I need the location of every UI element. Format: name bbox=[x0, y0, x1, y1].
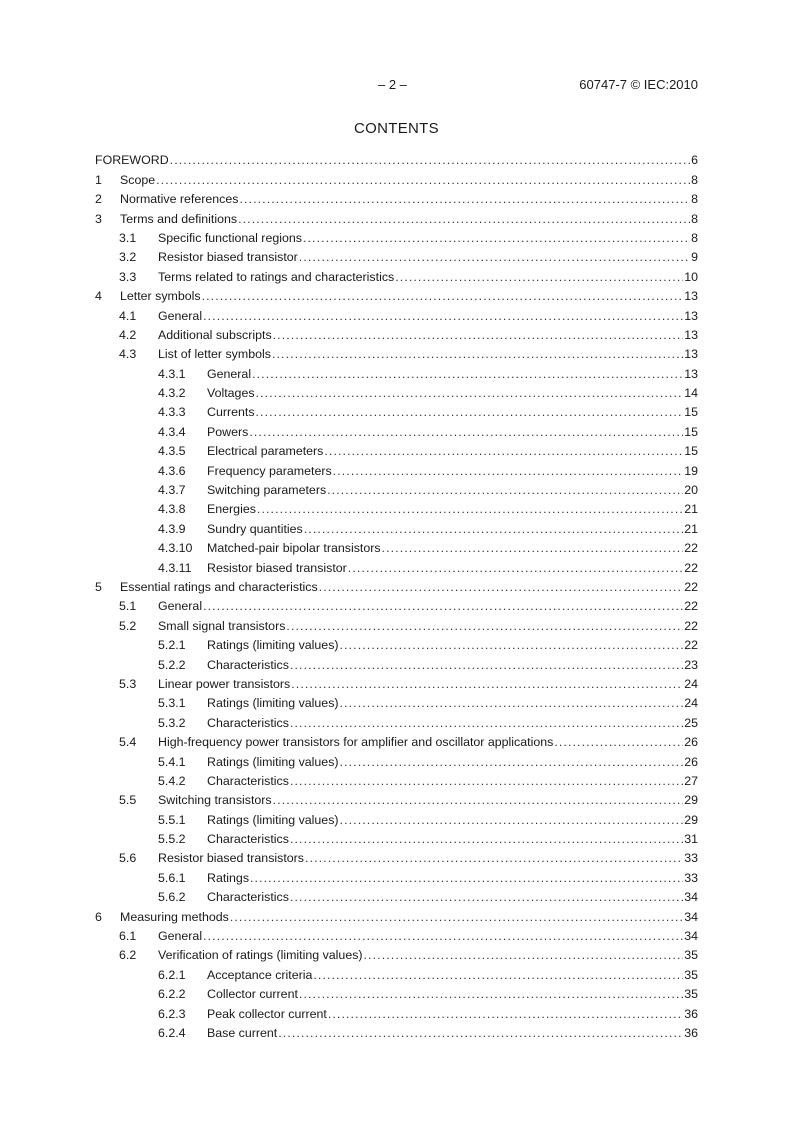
dot-leader bbox=[340, 754, 684, 770]
toc-entry[interactable] bbox=[95, 459, 698, 478]
contents-title: CONTENTS bbox=[354, 120, 439, 137]
toc-entry-page: 34 bbox=[684, 909, 698, 924]
dot-leader bbox=[554, 734, 683, 750]
toc-entry[interactable] bbox=[95, 246, 698, 265]
toc-entry-title: Collector current bbox=[207, 987, 298, 1002]
toc-entry-title: Verification of ratings (limiting values) bbox=[158, 948, 363, 963]
dot-leader bbox=[348, 560, 683, 576]
toc-entry[interactable] bbox=[95, 576, 698, 595]
toc-entry-page: 22 bbox=[684, 579, 698, 594]
toc-entry-number: 4.3.7 bbox=[158, 483, 186, 498]
dot-leader bbox=[256, 404, 684, 420]
toc-entry[interactable] bbox=[95, 479, 698, 498]
toc-entry-title: High-frequency power transistors for amplifier and oscillator applications bbox=[158, 735, 554, 750]
toc-entry-number: 5.6.1 bbox=[158, 870, 186, 885]
toc-entry-page: 9 bbox=[691, 250, 698, 265]
toc-entry-page: 15 bbox=[684, 405, 698, 420]
toc-entry-number: 4.3.2 bbox=[158, 386, 186, 401]
toc-entry-number: 6.1 bbox=[119, 929, 137, 944]
toc-entry-page: 22 bbox=[684, 560, 698, 575]
toc-entry-number: 4.3 bbox=[119, 347, 137, 362]
toc-entry-number: 4.3.6 bbox=[158, 463, 186, 478]
toc-entry-page: 31 bbox=[684, 832, 698, 847]
toc-entry-page: 24 bbox=[684, 696, 698, 711]
toc-entry-number: 5.3.1 bbox=[158, 696, 186, 711]
dot-leader bbox=[239, 191, 690, 207]
dot-leader bbox=[327, 482, 683, 498]
toc-entry[interactable] bbox=[95, 1002, 698, 1021]
toc-entry-page: 21 bbox=[684, 521, 698, 536]
toc-entry[interactable] bbox=[95, 595, 698, 614]
toc-entry-title: Characteristics bbox=[207, 715, 289, 730]
toc-entry-title: Powers bbox=[207, 424, 249, 439]
dot-leader bbox=[333, 463, 684, 479]
dot-leader bbox=[156, 172, 690, 188]
toc-entry-title: Peak collector current bbox=[207, 1006, 327, 1021]
toc-entry-title: General bbox=[207, 366, 252, 381]
toc-entry-title: Resistor biased transistor bbox=[158, 250, 298, 265]
toc-entry-title: Currents bbox=[207, 405, 255, 420]
dot-leader bbox=[273, 792, 684, 808]
toc-entry-page: 20 bbox=[684, 483, 698, 498]
toc-entry-number: 5 bbox=[95, 579, 102, 594]
toc-entry-title: Switching parameters bbox=[207, 483, 327, 498]
toc-entry[interactable] bbox=[95, 983, 698, 1002]
toc-entry-title: Ratings (limiting values) bbox=[207, 812, 339, 827]
toc-entry[interactable] bbox=[95, 324, 698, 343]
toc-entry[interactable] bbox=[95, 401, 698, 420]
toc-entry-page: 8 bbox=[691, 172, 698, 187]
dot-leader bbox=[340, 695, 684, 711]
toc-entry-number: 5.4.2 bbox=[158, 773, 186, 788]
toc-entry[interactable] bbox=[95, 285, 698, 304]
toc-entry[interactable] bbox=[95, 362, 698, 381]
toc-entry-page: 22 bbox=[684, 618, 698, 633]
toc-entry[interactable] bbox=[95, 828, 698, 847]
dot-leader bbox=[304, 521, 683, 537]
toc-entry-title: Base current bbox=[207, 1025, 278, 1040]
dot-leader bbox=[202, 288, 684, 304]
toc-entry-page: 34 bbox=[684, 890, 698, 905]
toc-entry-number: 6.2.2 bbox=[158, 987, 186, 1002]
toc-entry[interactable] bbox=[95, 188, 698, 207]
toc-entry-title: General bbox=[158, 599, 203, 614]
toc-entry[interactable] bbox=[95, 963, 698, 982]
toc-entry[interactable] bbox=[95, 1022, 698, 1041]
toc-entry-title: Ratings bbox=[207, 870, 250, 885]
toc-entry-title: List of letter symbols bbox=[158, 347, 271, 362]
toc-entry[interactable] bbox=[95, 905, 698, 924]
dot-leader bbox=[319, 579, 684, 595]
toc-entry-number: 6.2 bbox=[119, 948, 137, 963]
toc-entry-title: Ratings (limiting values) bbox=[207, 696, 339, 711]
toc-entry-title: Small signal transistors bbox=[158, 618, 286, 633]
dot-leader bbox=[230, 909, 683, 925]
toc-entry-number: 4.3.1 bbox=[158, 366, 186, 381]
dot-leader bbox=[278, 1025, 683, 1041]
dot-leader bbox=[273, 327, 684, 343]
dot-leader bbox=[395, 269, 683, 285]
toc-entry-page: 13 bbox=[684, 347, 698, 362]
toc-entry[interactable] bbox=[95, 770, 698, 789]
toc-entry-number: 5.1 bbox=[119, 599, 137, 614]
toc-entry[interactable] bbox=[95, 847, 698, 866]
toc-entry-page: 10 bbox=[684, 269, 698, 284]
table-of-contents bbox=[95, 149, 698, 1041]
dot-leader bbox=[340, 812, 684, 828]
dot-leader bbox=[170, 152, 690, 168]
toc-entry-page: 36 bbox=[684, 1025, 698, 1040]
toc-entry[interactable] bbox=[95, 925, 698, 944]
toc-entry-page: 8 bbox=[691, 211, 698, 226]
dot-leader bbox=[340, 637, 684, 653]
dot-leader bbox=[290, 773, 683, 789]
toc-entry-title: Linear power transistors bbox=[158, 676, 291, 691]
toc-entry-number: 4.3.11 bbox=[158, 560, 192, 575]
toc-entry[interactable] bbox=[95, 168, 698, 187]
toc-entry-title: Characteristics bbox=[207, 657, 289, 672]
toc-entry-title: Resistor biased transistor bbox=[207, 560, 347, 575]
toc-entry-number: 5.6 bbox=[119, 851, 137, 866]
dot-leader bbox=[324, 443, 683, 459]
toc-entry-number: 4 bbox=[95, 289, 102, 304]
toc-entry-page: 13 bbox=[684, 308, 698, 323]
toc-entry-title: Resistor biased transistors bbox=[158, 851, 304, 866]
toc-entry-number: 2 bbox=[95, 192, 102, 207]
toc-entry-number: 3.3 bbox=[119, 269, 137, 284]
toc-entry-page: 33 bbox=[684, 870, 698, 885]
toc-entry-page: 15 bbox=[684, 444, 698, 459]
toc-entry-page: 8 bbox=[691, 230, 698, 245]
toc-entry-title: Characteristics bbox=[207, 832, 289, 847]
dot-leader bbox=[305, 850, 683, 866]
toc-entry-page: 34 bbox=[684, 929, 698, 944]
toc-entry-number: 3.2 bbox=[119, 250, 137, 265]
toc-entry-page: 24 bbox=[684, 676, 698, 691]
toc-entry-number: 5.3.2 bbox=[158, 715, 186, 730]
toc-entry-page: 26 bbox=[684, 754, 698, 769]
toc-entry-title: Letter symbols bbox=[120, 289, 201, 304]
toc-entry-number: 4.1 bbox=[119, 308, 137, 323]
standard-reference: 60747-7 © IEC:2010 bbox=[579, 77, 698, 92]
toc-entry-number: 4.3.3 bbox=[158, 405, 186, 420]
toc-entry-page: 15 bbox=[684, 424, 698, 439]
toc-entry-title: Essential ratings and characteristics bbox=[120, 579, 318, 594]
dot-leader bbox=[249, 424, 683, 440]
toc-entry-page: 35 bbox=[684, 987, 698, 1002]
toc-entry-title: Measuring methods bbox=[120, 909, 229, 924]
dot-leader bbox=[290, 715, 683, 731]
toc-entry-page: 13 bbox=[684, 327, 698, 342]
toc-entry[interactable] bbox=[95, 207, 698, 226]
dot-leader bbox=[203, 598, 683, 614]
toc-entry-number: 3.1 bbox=[119, 230, 137, 245]
toc-entry[interactable] bbox=[95, 711, 698, 730]
toc-entry[interactable] bbox=[95, 808, 698, 827]
toc-entry-number: 4.2 bbox=[119, 327, 137, 342]
toc-entry-title: General bbox=[158, 308, 203, 323]
toc-entry-number: 1 bbox=[95, 172, 102, 187]
toc-entry-page: 19 bbox=[684, 463, 698, 478]
toc-entry-page: 8 bbox=[691, 192, 698, 207]
toc-entry-number: 6 bbox=[95, 909, 102, 924]
toc-entry-title: Additional subscripts bbox=[158, 327, 272, 342]
dot-leader bbox=[299, 986, 683, 1002]
toc-entry[interactable] bbox=[95, 149, 698, 168]
toc-entry[interactable] bbox=[95, 692, 698, 711]
toc-entry-number: 4.3.10 bbox=[158, 541, 193, 556]
toc-entry-title: Terms related to ratings and characteristics bbox=[158, 269, 395, 284]
dot-leader bbox=[250, 870, 683, 886]
toc-entry-title: Acceptance criteria bbox=[207, 967, 313, 982]
toc-entry-page: 29 bbox=[684, 812, 698, 827]
dot-leader bbox=[203, 928, 683, 944]
toc-entry-number: 6.2.4 bbox=[158, 1025, 186, 1040]
toc-entry[interactable] bbox=[95, 944, 698, 963]
toc-entry[interactable] bbox=[95, 498, 698, 517]
toc-entry-page: 13 bbox=[684, 289, 698, 304]
toc-entry-title: Characteristics bbox=[207, 890, 289, 905]
dot-leader bbox=[299, 249, 690, 265]
dot-leader bbox=[313, 967, 683, 983]
toc-entry-page: 35 bbox=[684, 948, 698, 963]
toc-entry[interactable] bbox=[95, 537, 698, 556]
toc-entry-page: 36 bbox=[684, 1006, 698, 1021]
toc-entry-page: 26 bbox=[684, 735, 698, 750]
toc-entry[interactable] bbox=[95, 866, 698, 885]
toc-entry-title: Ratings (limiting values) bbox=[207, 638, 339, 653]
toc-entry-page: 35 bbox=[684, 967, 698, 982]
toc-entry-title: General bbox=[158, 929, 203, 944]
toc-entry-page: 13 bbox=[684, 366, 698, 381]
toc-entry-title: FOREWORD bbox=[95, 153, 169, 168]
toc-entry-number: 4.3.5 bbox=[158, 444, 186, 459]
toc-entry-number: 5.2.1 bbox=[158, 638, 186, 653]
toc-entry-title: Matched-pair bipolar transistors bbox=[207, 541, 381, 556]
toc-entry-page: 22 bbox=[684, 541, 698, 556]
toc-entry[interactable] bbox=[95, 343, 698, 362]
toc-entry-page: 25 bbox=[684, 715, 698, 730]
dot-leader bbox=[272, 346, 683, 362]
dot-leader bbox=[290, 889, 683, 905]
toc-entry-number: 5.5.1 bbox=[158, 812, 186, 827]
toc-entry[interactable] bbox=[95, 227, 698, 246]
dot-leader bbox=[257, 501, 683, 517]
toc-entry-number: 4.3.8 bbox=[158, 502, 186, 517]
toc-entry-page: 29 bbox=[684, 793, 698, 808]
toc-entry-title: Voltages bbox=[207, 386, 255, 401]
toc-entry[interactable] bbox=[95, 789, 698, 808]
toc-entry-title: Ratings (limiting values) bbox=[207, 754, 339, 769]
toc-entry[interactable] bbox=[95, 614, 698, 633]
dot-leader bbox=[256, 385, 684, 401]
dot-leader bbox=[382, 540, 684, 556]
toc-entry-number: 5.4.1 bbox=[158, 754, 186, 769]
toc-entry-number: 6.2.1 bbox=[158, 967, 186, 982]
toc-entry-number: 5.2.2 bbox=[158, 657, 186, 672]
dot-leader bbox=[290, 831, 683, 847]
toc-entry-title: Sundry quantities bbox=[207, 521, 303, 536]
toc-entry-number: 5.2 bbox=[119, 618, 137, 633]
dot-leader bbox=[252, 366, 683, 382]
toc-entry-title: Normative references bbox=[120, 192, 239, 207]
dot-leader bbox=[290, 657, 683, 673]
toc-entry-number: 5.6.2 bbox=[158, 890, 186, 905]
toc-entry-page: 21 bbox=[684, 502, 698, 517]
page-number: – 2 – bbox=[378, 77, 407, 92]
toc-entry[interactable] bbox=[95, 304, 698, 323]
toc-entry-title: Specific functional regions bbox=[158, 230, 302, 245]
toc-entry-page: 23 bbox=[684, 657, 698, 672]
toc-entry-number: 5.4 bbox=[119, 735, 137, 750]
toc-entry[interactable] bbox=[95, 673, 698, 692]
toc-entry[interactable] bbox=[95, 556, 698, 575]
toc-entry[interactable] bbox=[95, 420, 698, 439]
toc-entry-title: Switching transistors bbox=[158, 793, 272, 808]
toc-entry-title: Frequency parameters bbox=[207, 463, 332, 478]
toc-entry-page: 22 bbox=[684, 599, 698, 614]
toc-entry-number: 4.3.4 bbox=[158, 424, 186, 439]
dot-leader bbox=[303, 230, 690, 246]
toc-entry[interactable] bbox=[95, 382, 698, 401]
toc-entry-title: Energies bbox=[207, 502, 256, 517]
toc-entry-page: 6 bbox=[691, 153, 698, 168]
toc-entry[interactable] bbox=[95, 731, 698, 750]
dot-leader bbox=[291, 676, 683, 692]
toc-entry[interactable] bbox=[95, 750, 698, 769]
toc-entry[interactable] bbox=[95, 440, 698, 459]
toc-entry-number: 3 bbox=[95, 211, 102, 226]
dot-leader bbox=[238, 211, 690, 227]
toc-entry-number: 6.2.3 bbox=[158, 1006, 186, 1021]
toc-entry-number: 5.5.2 bbox=[158, 832, 186, 847]
toc-entry[interactable] bbox=[95, 517, 698, 536]
toc-entry-title: Terms and definitions bbox=[120, 211, 238, 226]
toc-entry-title: Electrical parameters bbox=[207, 444, 324, 459]
dot-leader bbox=[286, 618, 683, 634]
toc-entry-number: 5.5 bbox=[119, 793, 137, 808]
toc-entry[interactable] bbox=[95, 653, 698, 672]
toc-entry-page: 33 bbox=[684, 851, 698, 866]
toc-entry-number: 5.3 bbox=[119, 676, 137, 691]
toc-entry[interactable] bbox=[95, 634, 698, 653]
dot-leader bbox=[364, 947, 684, 963]
dot-leader bbox=[328, 1006, 683, 1022]
toc-entry-page: 14 bbox=[684, 386, 698, 401]
toc-entry-page: 27 bbox=[684, 773, 698, 788]
toc-entry[interactable] bbox=[95, 886, 698, 905]
dot-leader bbox=[203, 308, 683, 324]
toc-entry-title: Scope bbox=[120, 172, 156, 187]
toc-entry-number: 4.3.9 bbox=[158, 521, 186, 536]
toc-entry-page: 22 bbox=[684, 638, 698, 653]
toc-entry[interactable] bbox=[95, 265, 698, 284]
toc-entry-title: Characteristics bbox=[207, 773, 289, 788]
